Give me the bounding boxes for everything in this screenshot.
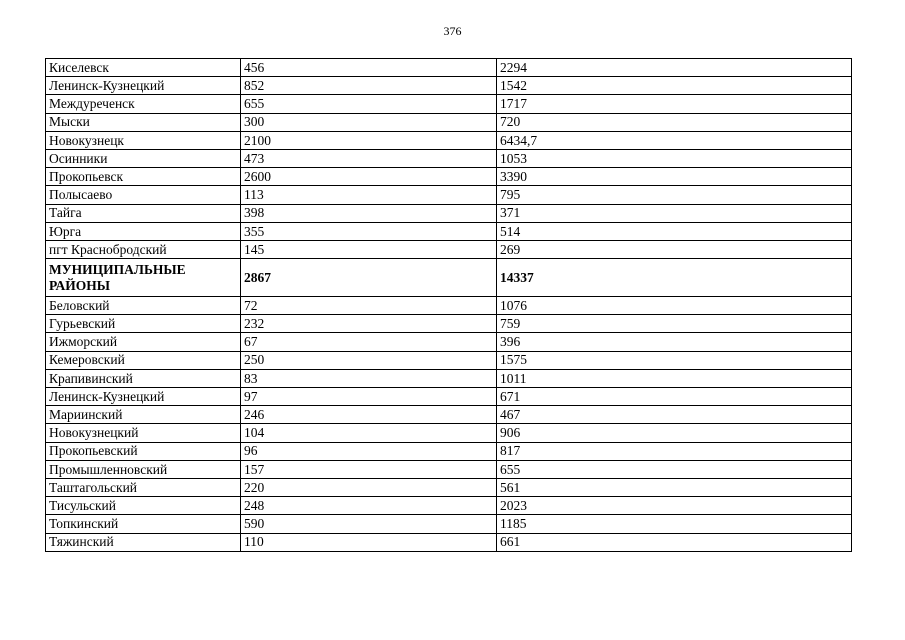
row-value-2-cell: 67 xyxy=(241,333,497,351)
table-row xyxy=(46,478,852,496)
table-row xyxy=(46,240,852,258)
table-row xyxy=(46,497,852,515)
row-value-2-cell: 110 xyxy=(241,533,497,551)
row-value-2-cell: 473 xyxy=(241,149,497,167)
row-value-3-cell: 1076 xyxy=(497,297,852,315)
row-value-3-cell: 514 xyxy=(497,222,852,240)
row-name-cell: Прокопьевск xyxy=(46,168,241,186)
table-row xyxy=(46,131,852,149)
row-name-cell: Кемеровский xyxy=(46,351,241,369)
row-name-cell: Новокузнецкий xyxy=(46,424,241,442)
row-value-2-cell: 157 xyxy=(241,460,497,478)
row-name-cell: пгт Краснобродский xyxy=(46,240,241,258)
row-value-3-cell: 14337 xyxy=(497,259,852,297)
table-row xyxy=(46,59,852,77)
row-value-2-cell: 145 xyxy=(241,240,497,258)
row-value-3-cell: 2294 xyxy=(497,59,852,77)
row-value-2-cell: 2867 xyxy=(241,259,497,297)
row-value-3-cell: 1053 xyxy=(497,149,852,167)
row-value-3-cell: 655 xyxy=(497,460,852,478)
row-value-3-cell: 371 xyxy=(497,204,852,222)
row-value-2-cell: 355 xyxy=(241,222,497,240)
row-name-cell: Киселевск xyxy=(46,59,241,77)
row-name-cell: Мариинский xyxy=(46,406,241,424)
table-body xyxy=(46,59,852,552)
row-value-3-cell: 661 xyxy=(497,533,852,551)
table-row xyxy=(46,442,852,460)
row-value-2-cell: 655 xyxy=(241,95,497,113)
row-value-2-cell: 590 xyxy=(241,515,497,533)
table-row xyxy=(46,204,852,222)
row-value-3-cell: 1575 xyxy=(497,351,852,369)
row-value-3-cell: 817 xyxy=(497,442,852,460)
row-value-3-cell: 2023 xyxy=(497,497,852,515)
table-row xyxy=(46,168,852,186)
table-row xyxy=(46,351,852,369)
row-value-3-cell: 1717 xyxy=(497,95,852,113)
row-value-3-cell: 269 xyxy=(497,240,852,258)
row-value-2-cell: 104 xyxy=(241,424,497,442)
table-row xyxy=(46,113,852,131)
row-name-cell: Междуреченск xyxy=(46,95,241,113)
row-value-2-cell: 250 xyxy=(241,351,497,369)
row-value-3-cell: 467 xyxy=(497,406,852,424)
row-name-cell: Таштагольский xyxy=(46,478,241,496)
row-value-2-cell: 97 xyxy=(241,388,497,406)
row-value-2-cell: 96 xyxy=(241,442,497,460)
row-value-3-cell: 1185 xyxy=(497,515,852,533)
row-name-cell: Тяжинский xyxy=(46,533,241,551)
row-value-3-cell: 720 xyxy=(497,113,852,131)
row-name-cell: Новокузнецк xyxy=(46,131,241,149)
table-row xyxy=(46,460,852,478)
table-row xyxy=(46,186,852,204)
row-name-cell: Тисульский xyxy=(46,497,241,515)
row-name-cell: Мыски xyxy=(46,113,241,131)
page-number: 376 xyxy=(443,24,462,38)
table-row xyxy=(46,333,852,351)
row-name-cell: Полысаево xyxy=(46,186,241,204)
row-value-2-cell: 232 xyxy=(241,315,497,333)
row-name-cell: Прокопьевский xyxy=(46,442,241,460)
row-name-cell: Тайга xyxy=(46,204,241,222)
row-value-3-cell: 671 xyxy=(497,388,852,406)
table-row xyxy=(46,222,852,240)
row-value-2-cell: 398 xyxy=(241,204,497,222)
row-value-3-cell: 396 xyxy=(497,333,852,351)
row-value-2-cell: 220 xyxy=(241,478,497,496)
row-value-2-cell: 83 xyxy=(241,369,497,387)
row-value-2-cell: 246 xyxy=(241,406,497,424)
row-name-cell: Осинники xyxy=(46,149,241,167)
table-row xyxy=(46,515,852,533)
row-value-2-cell: 852 xyxy=(241,77,497,95)
data-table xyxy=(45,58,852,552)
row-name-cell: Ижморский xyxy=(46,333,241,351)
row-name-cell: МУНИЦИПАЛЬНЫЕ РАЙОНЫ xyxy=(46,259,241,297)
row-value-3-cell: 906 xyxy=(497,424,852,442)
row-value-2-cell: 248 xyxy=(241,497,497,515)
table-row xyxy=(46,369,852,387)
row-name-cell: Топкинский xyxy=(46,515,241,533)
row-name-cell: Промышленновский xyxy=(46,460,241,478)
row-value-3-cell: 795 xyxy=(497,186,852,204)
table-row xyxy=(46,95,852,113)
table-row xyxy=(46,77,852,95)
row-value-3-cell: 1542 xyxy=(497,77,852,95)
row-value-3-cell: 3390 xyxy=(497,168,852,186)
row-value-2-cell: 300 xyxy=(241,113,497,131)
table-row xyxy=(46,406,852,424)
row-name-cell: Крапивинский xyxy=(46,369,241,387)
row-value-2-cell: 2100 xyxy=(241,131,497,149)
table-row xyxy=(46,297,852,315)
table-row xyxy=(46,149,852,167)
table-row xyxy=(46,424,852,442)
row-value-3-cell: 6434,7 xyxy=(497,131,852,149)
row-value-3-cell: 561 xyxy=(497,478,852,496)
row-name-cell: Ленинск-Кузнецкий xyxy=(46,388,241,406)
row-value-3-cell: 759 xyxy=(497,315,852,333)
row-value-2-cell: 2600 xyxy=(241,168,497,186)
table-row xyxy=(46,315,852,333)
row-value-2-cell: 72 xyxy=(241,297,497,315)
table-row xyxy=(46,533,852,551)
row-value-3-cell: 1011 xyxy=(497,369,852,387)
table-row xyxy=(46,388,852,406)
row-value-2-cell: 456 xyxy=(241,59,497,77)
table-row xyxy=(46,259,852,297)
row-value-2-cell: 113 xyxy=(241,186,497,204)
row-name-cell: Беловский xyxy=(46,297,241,315)
row-name-cell: Ленинск-Кузнецкий xyxy=(46,77,241,95)
row-name-cell: Юрга xyxy=(46,222,241,240)
row-name-cell: Гурьевский xyxy=(46,315,241,333)
